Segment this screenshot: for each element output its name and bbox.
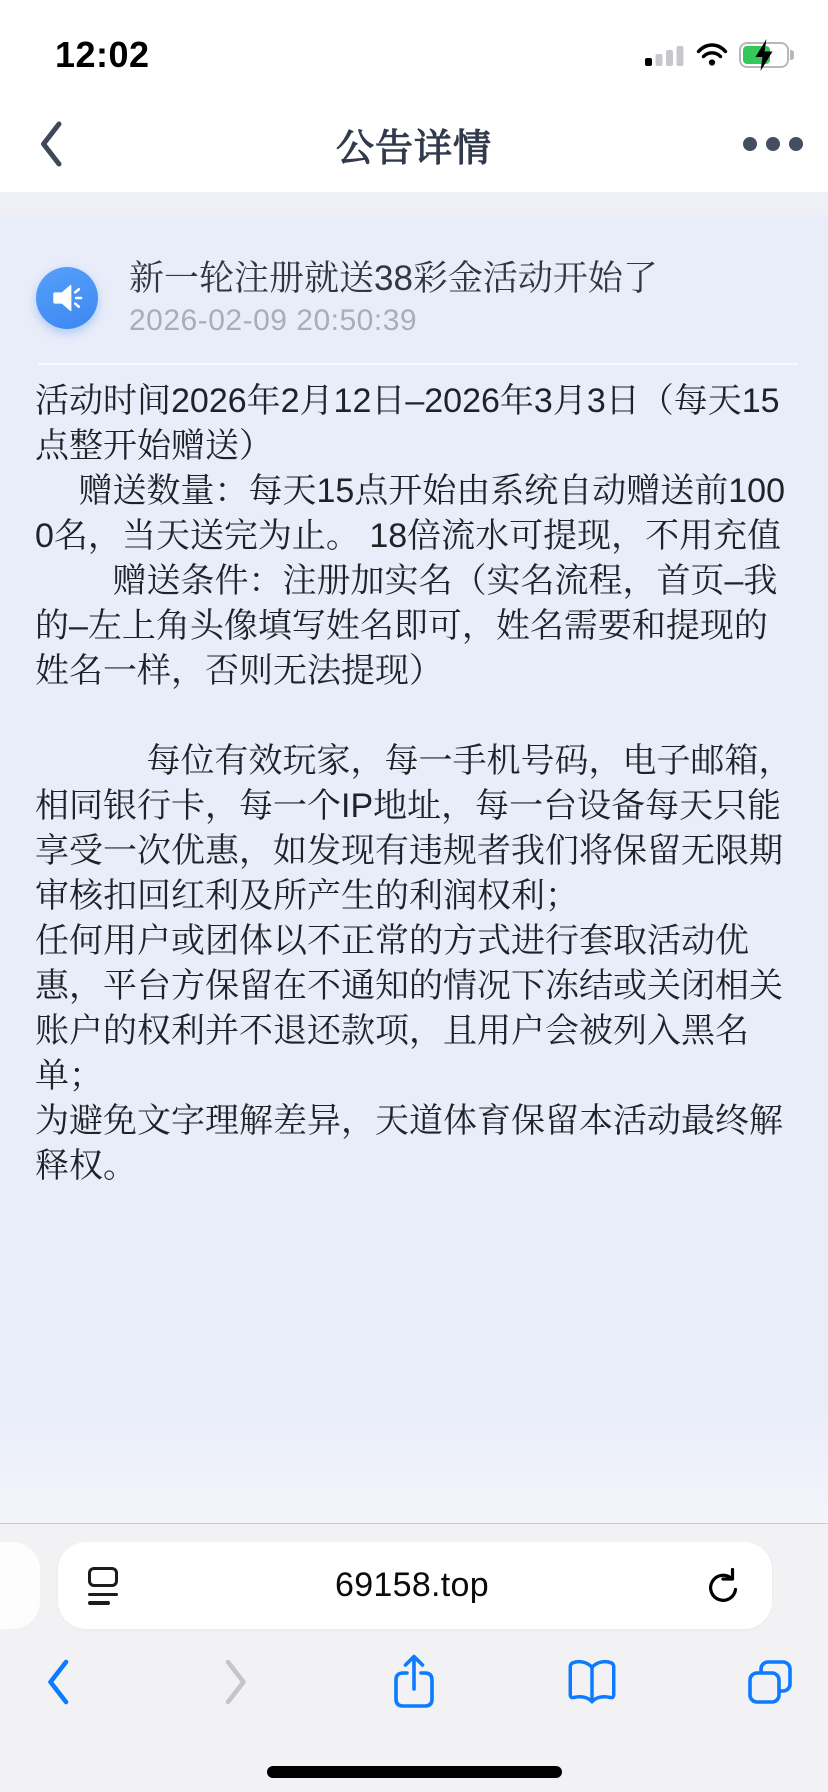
announcement-paragraph: 任何用户或团体以不正常的方式进行套取活动优惠，平台方保留在不通知的情况下冻结或关闭相关账户的权利并不退还款项，且用户会被列入黑名单； bbox=[35, 922, 783, 1095]
share-icon bbox=[391, 1653, 437, 1711]
wifi-icon bbox=[696, 43, 728, 67]
previous-tab-peek[interactable] bbox=[0, 1542, 40, 1629]
home-indicator[interactable] bbox=[267, 1766, 562, 1778]
cellular-signal-icon bbox=[645, 44, 685, 67]
tabs-button[interactable] bbox=[742, 1653, 798, 1711]
reload-button[interactable] bbox=[704, 1566, 742, 1606]
announcement-title: 新一轮注册就送38彩金活动开始了 bbox=[129, 259, 658, 298]
status-bar bbox=[0, 0, 828, 96]
announcement-body bbox=[0, 365, 828, 1189]
status-icons bbox=[645, 42, 794, 68]
page-format-icon[interactable] bbox=[88, 1567, 120, 1605]
tabs-icon bbox=[746, 1658, 794, 1706]
announcement-date: 2026-02-09 20:50:39 bbox=[129, 304, 418, 337]
nav-bar bbox=[0, 96, 828, 192]
forward-button[interactable] bbox=[208, 1653, 264, 1711]
forward-chevron-icon bbox=[223, 1659, 249, 1705]
announcement-page bbox=[0, 215, 828, 1523]
safari-toolbar bbox=[0, 1653, 828, 1711]
book-icon bbox=[564, 1658, 620, 1706]
announcement-header bbox=[0, 215, 828, 339]
url-text[interactable]: 69158.top bbox=[335, 1566, 489, 1604]
bookmarks-button[interactable] bbox=[564, 1653, 620, 1711]
reload-icon bbox=[705, 1566, 742, 1606]
announcement-paragraph bbox=[35, 694, 798, 739]
announcement-paragraph: 活动时间2026年2月12日–2026年3月3日（每天15点整开始赠送） bbox=[35, 382, 780, 465]
status-time: 12:02 bbox=[55, 34, 150, 75]
battery-nub bbox=[790, 50, 794, 60]
back-icon[interactable] bbox=[38, 121, 64, 167]
header-separator-strip bbox=[0, 192, 828, 215]
speaker-glyph bbox=[47, 278, 87, 318]
page-title: 公告详情 bbox=[335, 127, 492, 170]
charging-bolt-icon bbox=[753, 39, 775, 71]
announcement-paragraph: 每位有效玩家，每一手机号码，电子邮箱，相同银行卡，每一个IP地址，每一台设备每天只能享受一次优惠，如发现有违规者我们将保留无限期审核扣回红利及所产生的利润权利； bbox=[35, 742, 793, 915]
share-button[interactable] bbox=[386, 1653, 442, 1711]
speaker-icon bbox=[36, 267, 98, 329]
announcement-paragraph: 赠送数量：每天15点开始由系统自动赠送前1000名，当天送完为止。 18倍流水可提现，不用充值 bbox=[35, 472, 785, 555]
battery-charging-icon bbox=[739, 42, 794, 68]
announcement-paragraph: 为避免文字理解差异，天道体育保留本活动最终解释权。 bbox=[35, 1102, 783, 1185]
back-chevron-icon bbox=[45, 1659, 71, 1705]
safari-bottom-chrome bbox=[0, 1523, 828, 1792]
announcement-meta bbox=[129, 257, 658, 339]
address-bar[interactable] bbox=[58, 1542, 772, 1629]
more-ellipsis-icon[interactable] bbox=[743, 137, 803, 151]
back-button[interactable] bbox=[30, 1653, 86, 1711]
announcement-paragraph: 赠送条件：注册加实名（实名流程，首页–我的–左上角头像填写姓名即可，姓名需要和提现的姓名一样，否则无法提现） bbox=[35, 562, 778, 690]
